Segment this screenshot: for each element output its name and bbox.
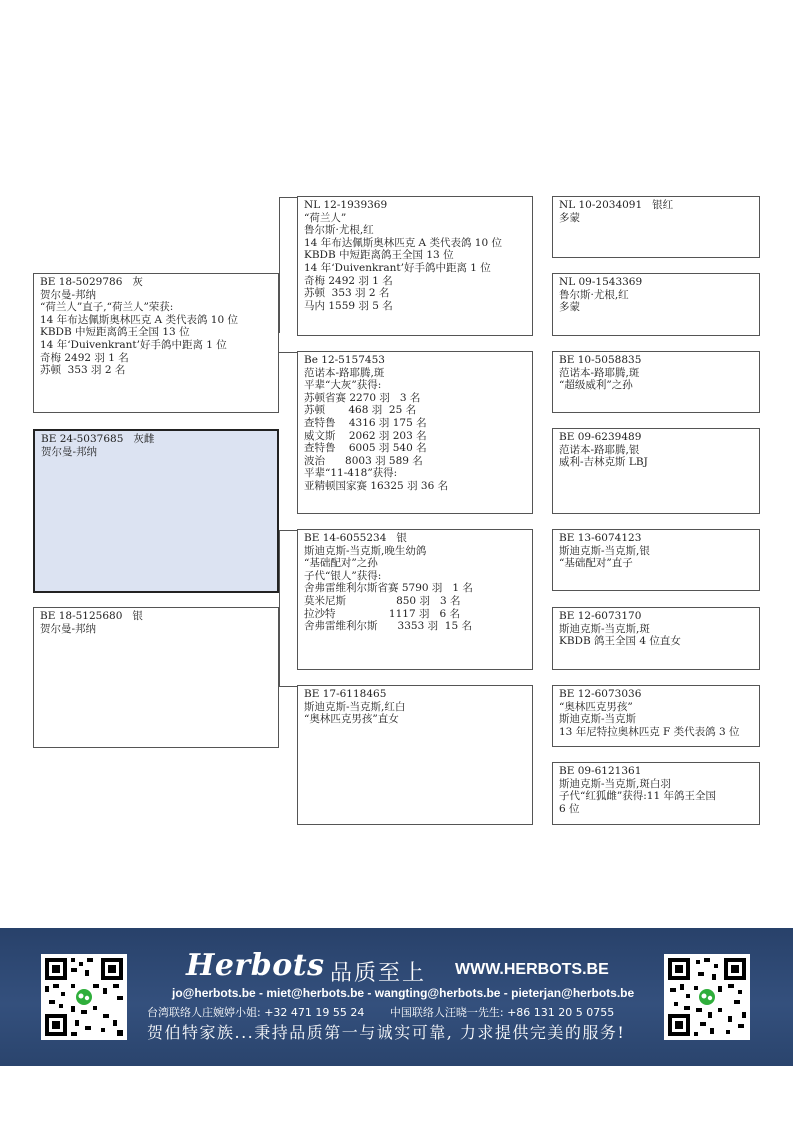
- dds-box: [552, 685, 760, 747]
- website-link[interactable]: WWW.HERBOTS.BE: [455, 961, 609, 978]
- ssd-box: [552, 273, 760, 336]
- connector: [279, 530, 280, 686]
- sire-sire-box: [297, 196, 533, 336]
- connector: [279, 686, 297, 687]
- pedigree-line: 平辈“大灰”获得:: [304, 379, 382, 392]
- pedigree-line: 斯迪克斯-当克斯,晚生幼鸽: [304, 544, 427, 557]
- pedigree-line: 贺尔曼-邦纳: [41, 445, 98, 458]
- pedigree-line: 6 位: [559, 802, 580, 815]
- ring-number: BE 12-6073170: [559, 610, 642, 622]
- footer-banner: [0, 928, 793, 1066]
- pedigree-line: 奇梅 2492 羽 1 名: [40, 351, 129, 364]
- footer-slogan: 贺伯特家族...秉持品质第一与诚实可靠, 力求提供完美的服务!: [147, 1023, 626, 1042]
- sire-dam-box: [297, 351, 533, 514]
- pedigree-line: 斯迪克斯-当克斯,银: [559, 544, 650, 557]
- pedigree-line: 范诺本-路耶腾,斑: [304, 366, 385, 379]
- ring-number: BE 24-5037685 灰雌: [41, 433, 155, 445]
- pedigree-line: 多蒙: [559, 301, 580, 314]
- contact-china: 中国联络人汪晓一先生: +86 131 20 5 0755: [389, 1006, 615, 1019]
- sds-box: [552, 351, 760, 413]
- brand-tagline: 品质至上: [330, 961, 427, 986]
- pedigree-line: 奇梅 2492 羽 1 名: [304, 274, 393, 287]
- qr-code-right[interactable]: [664, 954, 750, 1040]
- ring-number: BE 18-5029786 灰: [40, 276, 143, 288]
- ring-number: BE 14-6055234 银: [304, 532, 407, 544]
- pedigree-line: 贺尔曼-邦纳: [40, 288, 97, 301]
- pedigree-line: KBDB 中短距离鸽王全国 13 位: [40, 326, 190, 339]
- pedigree-line: 查特鲁 4316 羽 175 名: [304, 416, 427, 429]
- ring-number: BE 09-6239489: [559, 431, 642, 443]
- qr-code-left[interactable]: [41, 954, 127, 1040]
- ring-number: BE 17-6118465: [304, 688, 387, 700]
- dam-dam-box: [297, 685, 533, 825]
- pedigree-line: 苏顿 468 羽 25 名: [304, 404, 417, 417]
- pedigree-line: 14 年布达佩斯奥林匹克 A 类代表鸽 10 位: [304, 236, 502, 249]
- pedigree-line: 多蒙: [559, 211, 580, 224]
- pedigree-line: 14 年‘Duivenkrant’好手鸽中距离 1 位: [40, 338, 227, 351]
- pedigree-line: KBDB 中短距离鸽王全国 13 位: [304, 249, 454, 262]
- pedigree-line: 威文斯 2062 羽 203 名: [304, 429, 427, 442]
- pedigree-line: 鲁尔斯·尤根,红: [304, 224, 374, 237]
- subject-box: [33, 429, 279, 593]
- pedigree-line: 14 年布达佩斯奥林匹克 A 类代表鸽 10 位: [40, 313, 238, 326]
- pedigree-line: “奥林匹克男孩”: [559, 700, 633, 713]
- pedigree-line: 苏顿省赛 2270 羽 3 名: [304, 391, 421, 404]
- pedigree-line: 斯迪克斯-当克斯,斑白羽: [559, 777, 671, 790]
- dsd-box: [552, 607, 760, 670]
- ring-number: BE 10-5058835: [559, 354, 642, 366]
- email-links[interactable]: jo@herbots.be - miet@herbots.be - wangting@herbots.be - pieterjan@herbots.be: [172, 986, 635, 1000]
- ring-number: NL 09-1543369: [559, 276, 643, 288]
- pedigree-line: “荷兰人”: [304, 211, 347, 224]
- ddd-box: [552, 762, 760, 825]
- pedigree-line: 舍弗雷维利尔斯省赛 5790 羽 1 名: [304, 582, 473, 595]
- pedigree-line: 拉沙特 1117 羽 6 名: [304, 607, 460, 620]
- pedigree-line: 亚精顿国家赛 16325 羽 36 名: [304, 479, 449, 492]
- contact-taiwan: 台湾联络人庄婉婷小姐: +32 471 19 55 24: [147, 1006, 365, 1019]
- sire-box: [33, 273, 279, 413]
- pedigree-line: “基础配对”之孙: [304, 557, 378, 570]
- pedigree-line: “奥林匹克男孩”直女: [304, 713, 399, 726]
- connector: [279, 197, 280, 333]
- pedigree-line: 查特鲁 6005 羽 540 名: [304, 442, 427, 455]
- pedigree-line: 斯迪克斯-当克斯: [559, 713, 637, 726]
- pedigree-line: 苏顿 353 羽 2 名: [304, 287, 390, 300]
- pedigree-line: 13 年尼特拉奥林匹克 F 类代表鸽 3 位: [559, 725, 740, 738]
- dam-sire-box: [297, 529, 533, 670]
- dss-box: [552, 529, 760, 591]
- contact-line: [147, 1004, 636, 1020]
- dam-box: [33, 607, 279, 748]
- pedigree-line: 莫米尼斯 850 羽 3 名: [304, 594, 461, 607]
- sdd-box: [552, 428, 760, 514]
- pedigree-line: 贺尔曼-邦纳: [40, 622, 97, 635]
- pedigree-line: 威利-吉林克斯 LBJ: [559, 456, 648, 469]
- connector: [279, 352, 297, 353]
- pedigree-line: 舍弗雷维利尔斯 3353 羽 15 名: [304, 620, 472, 633]
- pedigree-line: 范诺本-路耶腾,银: [559, 443, 640, 456]
- pedigree-line: “基础配对”直子: [559, 557, 633, 570]
- pedigree-line: 斯迪克斯-当克斯,红白: [304, 700, 406, 713]
- pedigree-line: 斯迪克斯-当克斯,斑: [559, 622, 650, 635]
- ring-number: Be 12-5157453: [304, 354, 385, 366]
- ring-number: NL 12-1939369: [304, 199, 388, 211]
- pedigree-line: KBDB 鸽王全国 4 位直女: [559, 635, 681, 648]
- pedigree-line: 范诺本-路耶腾,斑: [559, 366, 640, 379]
- pedigree-line: 14 年‘Duivenkrant’好手鸽中距离 1 位: [304, 261, 491, 274]
- pedigree-line: 子代“银人”获得:: [304, 569, 382, 582]
- ring-number: BE 12-6073036: [559, 688, 642, 700]
- ring-number: NL 10-2034091 银红: [559, 199, 674, 211]
- connector: [279, 530, 297, 531]
- pedigree-line: 马内 1559 羽 5 名: [304, 299, 393, 312]
- pedigree-line: 平辈“11-418”获得:: [304, 467, 398, 480]
- pedigree-line: 子代“红狐雌”获得:11 年鸽王全国: [559, 790, 716, 803]
- connector: [279, 197, 297, 198]
- brand-logo: Herbots: [186, 948, 325, 983]
- pedigree-line: “超级威利”之孙: [559, 379, 633, 392]
- pedigree-line: “荷兰人”直子,“荷兰人”荣获:: [40, 301, 174, 314]
- ring-number: BE 13-6074123: [559, 532, 642, 544]
- ring-number: BE 09-6121361: [559, 765, 642, 777]
- ring-number: BE 18-5125680 银: [40, 610, 143, 622]
- pedigree-line: 苏顿 353 羽 2 名: [40, 364, 126, 377]
- pedigree-line: 波治 8003 羽 589 名: [304, 454, 423, 467]
- pedigree-line: 鲁尔斯·尤根,红: [559, 288, 629, 301]
- sss-box: [552, 196, 760, 258]
